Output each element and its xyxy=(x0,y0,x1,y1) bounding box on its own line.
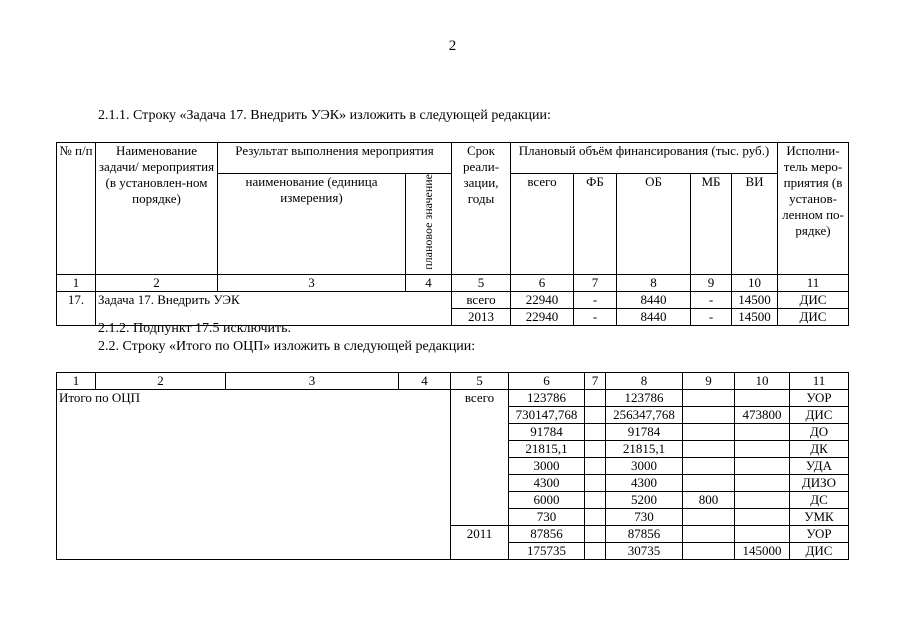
total-cell: 22940 xyxy=(511,291,574,308)
executor-cell: УМК xyxy=(790,509,849,526)
header-ob: ОБ xyxy=(617,174,691,275)
col-number: 8 xyxy=(606,373,683,390)
fb-cell: - xyxy=(574,308,617,325)
ob-cell: 21815,1 xyxy=(606,441,683,458)
total-cell: 123786 xyxy=(509,390,585,407)
header-result: Результат выполнения мероприятия xyxy=(218,143,452,174)
vi-cell xyxy=(735,509,790,526)
mb-cell: - xyxy=(691,291,732,308)
executor-cell: ДК xyxy=(790,441,849,458)
header-fb: ФБ xyxy=(574,174,617,275)
total-cell: 3000 xyxy=(509,458,585,475)
executor-cell: ДИС xyxy=(778,308,849,325)
header-result-name: наименование (единица измерения) xyxy=(218,174,406,275)
header-num: № п/п xyxy=(57,143,96,275)
vi-cell xyxy=(735,424,790,441)
ob-cell: 123786 xyxy=(606,390,683,407)
total-ocp-table xyxy=(56,372,849,560)
col-number: 8 xyxy=(617,274,691,291)
mb-cell xyxy=(683,526,735,543)
term-2011: 2011 xyxy=(451,526,509,560)
total-label: Итого по ОЦП xyxy=(57,390,451,560)
task-17-table xyxy=(56,142,849,326)
col-number: 3 xyxy=(226,373,399,390)
col-number: 4 xyxy=(406,274,452,291)
header-total: всего xyxy=(511,174,574,275)
executor-cell: УДА xyxy=(790,458,849,475)
total-cell: 22940 xyxy=(511,308,574,325)
executor-cell: ДИС xyxy=(778,291,849,308)
total-cell: 87856 xyxy=(509,526,585,543)
mb-cell: - xyxy=(691,308,732,325)
header-name: Наименование задачи/ мероприятия (в установлен-ном порядке) xyxy=(96,143,218,275)
executor-cell: ДИС xyxy=(790,407,849,424)
vi-cell xyxy=(735,458,790,475)
term-cell: 2013 xyxy=(452,308,511,325)
executor-cell: УОР xyxy=(790,390,849,407)
total-cell: 4300 xyxy=(509,475,585,492)
mb-cell xyxy=(683,424,735,441)
vi-cell: 145000 xyxy=(735,543,790,560)
executor-cell: УОР xyxy=(790,526,849,543)
col-number: 11 xyxy=(790,373,849,390)
fb-cell: - xyxy=(574,291,617,308)
page-number: 2 xyxy=(448,38,457,54)
mb-cell xyxy=(683,407,735,424)
ob-cell: 4300 xyxy=(606,475,683,492)
header-result-plan: плановое значение xyxy=(406,174,452,275)
vi-cell: 473800 xyxy=(735,407,790,424)
vi-cell: 14500 xyxy=(732,308,778,325)
col-number: 11 xyxy=(778,274,849,291)
mb-cell xyxy=(683,509,735,526)
task-title: Задача 17. Внедрить УЭК xyxy=(96,291,452,325)
col-number: 2 xyxy=(96,274,218,291)
header-mb: МБ xyxy=(691,174,732,275)
total-cell: 6000 xyxy=(509,492,585,509)
col-number: 10 xyxy=(735,373,790,390)
total-cell: 21815,1 xyxy=(509,441,585,458)
col-number: 9 xyxy=(683,373,735,390)
vi-cell xyxy=(735,441,790,458)
term-all: всего xyxy=(451,390,509,526)
fb-cell xyxy=(585,441,606,458)
vi-cell xyxy=(735,492,790,509)
ob-cell: 30735 xyxy=(606,543,683,560)
executor-cell: ДО xyxy=(790,424,849,441)
mb-cell: 800 xyxy=(683,492,735,509)
ob-cell: 3000 xyxy=(606,458,683,475)
col-number: 4 xyxy=(399,373,451,390)
mb-cell xyxy=(683,458,735,475)
col-number: 6 xyxy=(509,373,585,390)
col-number: 6 xyxy=(511,274,574,291)
ob-cell: 5200 xyxy=(606,492,683,509)
vi-cell xyxy=(735,526,790,543)
ob-cell: 91784 xyxy=(606,424,683,441)
col-number: 1 xyxy=(57,274,96,291)
header-executor: Исполни-тель меро-приятия (в установ-ленном по-рядке) xyxy=(778,143,849,275)
ob-cell: 8440 xyxy=(617,308,691,325)
col-number: 7 xyxy=(585,373,606,390)
fb-cell xyxy=(585,543,606,560)
fb-cell xyxy=(585,475,606,492)
total-cell: 730 xyxy=(509,509,585,526)
fb-cell xyxy=(585,492,606,509)
col-number: 5 xyxy=(451,373,509,390)
col-number: 5 xyxy=(452,274,511,291)
term-cell: всего xyxy=(452,291,511,308)
col-number: 3 xyxy=(218,274,406,291)
vi-cell xyxy=(735,475,790,492)
col-number: 1 xyxy=(57,373,96,390)
mb-cell xyxy=(683,390,735,407)
header-term: Срок реали-зации, годы xyxy=(452,143,511,275)
total-cell: 175735 xyxy=(509,543,585,560)
col-number: 10 xyxy=(732,274,778,291)
executor-cell: ДИЗО xyxy=(790,475,849,492)
fb-cell xyxy=(585,407,606,424)
col-number: 2 xyxy=(96,373,226,390)
paragraph-2-1-2: 2.1.2. Подпункт 17.5 исключить. xyxy=(98,321,292,336)
header-finance: Плановый объём финансирования (тыс. руб.) xyxy=(511,143,778,174)
col-number: 9 xyxy=(691,274,732,291)
ob-cell: 87856 xyxy=(606,526,683,543)
col-number: 7 xyxy=(574,274,617,291)
vi-cell: 14500 xyxy=(732,291,778,308)
paragraph-2-1-1: 2.1.1. Строку «Задача 17. Внедрить УЭК» изложить в следующей редакции: xyxy=(98,108,551,123)
mb-cell xyxy=(683,441,735,458)
total-cell: 730147,768 xyxy=(509,407,585,424)
mb-cell xyxy=(683,475,735,492)
ob-cell: 730 xyxy=(606,509,683,526)
executor-cell: ДС xyxy=(790,492,849,509)
fb-cell xyxy=(585,390,606,407)
paragraph-2-2: 2.2. Строку «Итого по ОЦП» изложить в следующей редакции: xyxy=(98,339,476,354)
fb-cell xyxy=(585,458,606,475)
ob-cell: 256347,768 xyxy=(606,407,683,424)
ob-cell: 8440 xyxy=(617,291,691,308)
total-cell: 91784 xyxy=(509,424,585,441)
mb-cell xyxy=(683,543,735,560)
executor-cell: ДИС xyxy=(790,543,849,560)
task-number: 17. xyxy=(57,291,96,325)
header-vi: ВИ xyxy=(732,174,778,275)
fb-cell xyxy=(585,526,606,543)
fb-cell xyxy=(585,424,606,441)
vi-cell xyxy=(735,390,790,407)
fb-cell xyxy=(585,509,606,526)
